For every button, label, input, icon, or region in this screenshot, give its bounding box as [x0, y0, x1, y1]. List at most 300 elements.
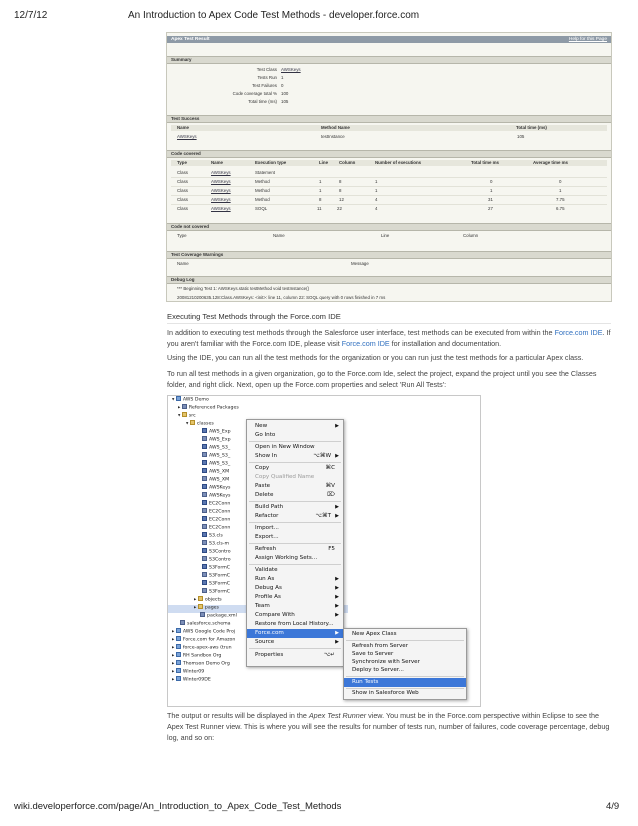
- code-not-covered-columns: [171, 233, 607, 239]
- tree-item-label: Winter09DE: [182, 677, 211, 683]
- folder-icon: [198, 596, 203, 601]
- tree-item-label: S3FormC: [209, 581, 231, 587]
- table-cell: 12: [339, 197, 344, 202]
- xml-file-icon: [200, 612, 205, 617]
- summary-value: 105: [281, 99, 289, 104]
- tree-item[interactable]: [202, 564, 230, 572]
- row-divider: [171, 177, 607, 178]
- caption-divider: [167, 323, 611, 324]
- project-icon: [176, 636, 181, 641]
- tree-item[interactable]: [202, 548, 231, 556]
- table-cell: 4: [375, 197, 378, 202]
- tree-item-label: AWS_Exp: [209, 437, 231, 443]
- menu-item-label: Copy Qualified Name: [255, 474, 315, 480]
- menu-item-label: Go Into: [255, 432, 276, 438]
- class-file-icon: [202, 564, 207, 569]
- tree-item[interactable]: [202, 444, 230, 452]
- print-title: An Introduction to Apex Code Test Methods - developer.force.com: [128, 10, 420, 21]
- menu-item-label: Compare With: [255, 612, 295, 618]
- tree-item[interactable]: [202, 428, 231, 436]
- menu-item-label: Save to Server: [352, 651, 394, 657]
- tree-item[interactable]: [202, 468, 229, 476]
- menu-shortcut: ⌥⌘T: [315, 513, 331, 519]
- menu-separator: [346, 676, 464, 677]
- test-result-title-bar: [167, 36, 611, 43]
- summary-label: Total time (ms): [248, 99, 277, 104]
- apex-test-runner-italic: Apex Test Runner: [308, 711, 367, 720]
- menu-item-label: Restore from Local History...: [255, 621, 334, 627]
- summary-label: Test Class: [256, 67, 277, 72]
- menu-item-refactor[interactable]: [247, 512, 343, 521]
- paragraph-output: [167, 710, 611, 743]
- debug-log-line: 20081210200635.128:Class.AWSKeys: <init>: line 11, column 22: SOQL query with 0 rows finished in 7 ms: [177, 295, 386, 300]
- tree-item-label: EC2Conn: [209, 517, 231, 523]
- column-header: Name: [211, 160, 223, 165]
- page-number: 4/9: [606, 801, 620, 812]
- column-header: Name: [177, 261, 189, 266]
- table-cell-link[interactable]: AWSKeys: [211, 179, 231, 184]
- meta-file-icon: [202, 436, 207, 441]
- submenu-arrow-icon: ▶: [335, 630, 339, 636]
- menu-item-label: Run Tests: [352, 679, 379, 685]
- tree-item[interactable]: [202, 492, 231, 500]
- menu-item-label: Refresh: [255, 546, 277, 552]
- submenu-item-new-apex-class[interactable]: [344, 630, 466, 639]
- table-cell: Method: [255, 188, 270, 193]
- code-covered-heading: Code covered: [167, 150, 611, 158]
- tree-item[interactable]: [202, 508, 230, 516]
- tree-item-label: force-apex-aws (trun: [182, 645, 232, 651]
- table-cell-link[interactable]: AWSKeys: [211, 188, 231, 193]
- table-cell: 27: [488, 206, 493, 211]
- tree-item[interactable]: [202, 580, 230, 588]
- menu-separator: [249, 462, 341, 463]
- tree-item[interactable]: ▸ Referenced Packages: [178, 405, 239, 411]
- menu-item-new[interactable]: [247, 422, 343, 431]
- tree-item[interactable]: [200, 612, 237, 620]
- table-cell-link[interactable]: AWSKeys: [211, 206, 231, 211]
- menu-item-label: Run As: [255, 576, 275, 582]
- tree-item-label: package.xml: [207, 613, 237, 619]
- class-file-icon: [202, 484, 207, 489]
- menu-shortcut: ⌦: [327, 492, 335, 498]
- menu-item-team[interactable]: [247, 602, 343, 611]
- tree-item-label: AWS_S3_: [209, 453, 231, 459]
- table-cell: 0: [490, 179, 493, 184]
- meta-file-icon: [202, 476, 207, 481]
- folder-icon: [190, 420, 195, 425]
- test-success-columns: [171, 125, 607, 131]
- menu-item-source[interactable]: [247, 638, 343, 647]
- table-cell: 105: [517, 134, 525, 139]
- tree-item-label: AWSKeys: [209, 493, 231, 499]
- table-cell: Class: [177, 179, 188, 184]
- table-cell: Class: [177, 170, 188, 175]
- tree-item[interactable]: ▸ force-apex-aws (trun: [172, 645, 232, 651]
- menu-item-label: Import...: [255, 525, 279, 531]
- table-cell: 6.75: [556, 206, 565, 211]
- project-icon: [176, 668, 181, 673]
- menu-separator: [249, 522, 341, 523]
- tree-item[interactable]: ▸ AWS Google Code Proj: [172, 629, 236, 635]
- table-cell: 7.75: [556, 197, 565, 202]
- force-ide-link[interactable]: Force.com IDE: [341, 339, 390, 348]
- meta-file-icon: [202, 572, 207, 577]
- menu-shortcut: ⌘C: [325, 465, 335, 471]
- table-cell: 1: [319, 188, 322, 193]
- tree-item-label: pages: [204, 605, 219, 611]
- menu-item-paste[interactable]: [247, 482, 343, 491]
- summary-label: Tests Run: [257, 75, 277, 80]
- menu-separator: [346, 640, 464, 641]
- project-icon: [176, 396, 181, 401]
- row-divider: [171, 186, 607, 187]
- menu-item-show-in[interactable]: [247, 452, 343, 461]
- print-url: wiki.developerforce.com/page/An_Introduction_to_Apex_Code_Test_Methods: [14, 801, 342, 812]
- menu-item-export[interactable]: [247, 533, 343, 542]
- summary-label: Test Failures: [252, 83, 277, 88]
- column-header: Column: [339, 160, 356, 165]
- table-cell: 4: [375, 206, 378, 211]
- print-date: 12/7/12: [14, 10, 48, 21]
- menu-item-label: Assign Working Sets...: [255, 555, 318, 561]
- paragraph-run-all-tests: To run all test methods in a given organization, go to the Force.com Ide, select the project, expand the project until you see the Classes folder, and right click. Next, open up the Force.com properties and select 'Run All Tests':: [167, 369, 597, 389]
- paragraph-using-ide: Using the IDE, you can run all the test methods for the organization or you can run just the test methods for a particular Apex class.: [167, 353, 584, 362]
- meta-file-icon: [202, 524, 207, 529]
- submenu-arrow-icon: ▶: [335, 423, 339, 429]
- submenu-arrow-icon: ▶: [335, 612, 339, 618]
- menu-item-label: Deploy to Server...: [352, 667, 404, 673]
- summary-label: Code coverage total %: [232, 91, 277, 96]
- column-header: Type: [177, 233, 187, 238]
- tree-item-label: S3FormC: [209, 573, 231, 579]
- table-cell: 1: [375, 188, 378, 193]
- summary-heading: Summary: [167, 56, 611, 64]
- tree-item[interactable]: ▸ Thomson Demo Org: [172, 661, 230, 667]
- menu-item-label: Export...: [255, 534, 279, 540]
- menu-item-label: Copy: [255, 465, 270, 471]
- tree-item-label: S3FormC: [209, 565, 231, 571]
- column-header: Average time ms: [533, 160, 568, 165]
- menu-item-label: Profile As: [255, 594, 281, 600]
- column-header: Total time ms: [471, 160, 499, 165]
- row-divider: [171, 195, 607, 196]
- tree-item-label: salesforce.schema: [187, 621, 231, 627]
- table-cell: Method: [255, 179, 270, 184]
- schema-file-icon: [180, 620, 185, 625]
- tree-item[interactable]: ▸ Winter09: [172, 669, 205, 675]
- tree-item-label: classes: [196, 421, 214, 427]
- menu-item-profile-as[interactable]: [247, 593, 343, 602]
- column-header: Line: [381, 233, 390, 238]
- tree-item-label: Force.com for Amazon: [182, 637, 236, 643]
- tree-item-label: S3.cls: [209, 533, 223, 539]
- tree-item-label: AWS_S3_: [209, 445, 231, 451]
- help-link[interactable]: Help for this Page: [568, 37, 607, 42]
- class-file-icon: [202, 428, 207, 433]
- project-icon: [176, 652, 181, 657]
- meta-file-icon: [202, 508, 207, 513]
- tree-item-label: Thomson Demo Org: [182, 661, 230, 667]
- tree-item[interactable]: [202, 588, 230, 596]
- column-header: Method Name: [321, 125, 350, 130]
- tree-item[interactable]: ▸ RH Sandbox Org: [172, 653, 222, 659]
- tree-item[interactable]: [202, 460, 230, 468]
- menu-item-label: Refresh from Server: [352, 643, 409, 649]
- coverage-warnings-columns: [171, 261, 607, 267]
- coverage-warnings-heading: Test Coverage Warnings: [167, 251, 611, 259]
- menu-item-label: Source: [255, 639, 275, 645]
- tree-item-label: S3FormC: [209, 589, 231, 595]
- menu-item-label: Team: [255, 603, 270, 609]
- tree-item[interactable]: [202, 452, 230, 460]
- table-cell: 11: [317, 206, 322, 211]
- text-span: . If you aren't familiar with the Force.com IDE, please visit: [167, 328, 611, 348]
- force-ide-link[interactable]: Force.com IDE: [554, 328, 603, 337]
- tree-item-label: S3Contro: [209, 549, 231, 555]
- menu-item-label: Properties: [255, 652, 284, 658]
- menu-shortcut: F5: [328, 546, 335, 552]
- menu-item-go-into[interactable]: [247, 431, 343, 440]
- class-file-icon: [202, 580, 207, 585]
- class-file-icon: [202, 444, 207, 449]
- menu-item-label: New Apex Class: [352, 631, 397, 637]
- table-cell: Class: [177, 188, 188, 193]
- summary-value-link[interactable]: AWSKeys: [281, 67, 301, 72]
- menu-item-properties[interactable]: [247, 651, 343, 660]
- table-cell: Method: [255, 197, 270, 202]
- class-file-icon: [202, 460, 207, 465]
- column-header: Line: [319, 160, 329, 165]
- meta-file-icon: [202, 588, 207, 593]
- tree-item[interactable]: [202, 516, 230, 524]
- folder-icon: [198, 604, 203, 609]
- row-divider: [171, 204, 607, 205]
- text-span: view. You must be in the Force.com perspective within Eclipse to see the Apex Test Runner view. This is where you will see the results for number of tests run, number of failures, code coverage percentage, debug log, and so on:: [167, 711, 610, 742]
- menu-item-label: Debug As: [255, 585, 282, 591]
- column-header: Type: [177, 160, 187, 165]
- project-icon: [176, 644, 181, 649]
- tree-item-label: Referenced Packages: [188, 405, 239, 411]
- tree-item-label: AWSKeys: [209, 485, 231, 491]
- menu-separator: [249, 543, 341, 544]
- submenu-arrow-icon: ▶: [335, 513, 339, 519]
- submenu-arrow-icon: ▶: [335, 639, 339, 645]
- tree-item-label: objects: [204, 597, 222, 603]
- menu-shortcut: ⌘V: [325, 483, 335, 489]
- eclipse-ide-screenshot: [167, 395, 481, 707]
- tree-item[interactable]: [202, 476, 229, 484]
- class-file-icon: [202, 548, 207, 553]
- menu-item-label: Delete: [255, 492, 274, 498]
- menu-item-label: Show in Salesforce Web: [352, 690, 419, 696]
- tree-item-label: AWS_Exp: [209, 429, 231, 435]
- debug-log-line: *** Beginning Test 1: AWSKeys.static testMethod void testInstance(): [177, 286, 310, 291]
- menu-item-compare-with[interactable]: [247, 611, 343, 620]
- class-file-icon: [202, 500, 207, 505]
- menu-separator: [249, 564, 341, 565]
- table-cell-link[interactable]: AWSKeys: [211, 197, 231, 202]
- text-span: In addition to executing test methods through the Salesforce user interface, test methods can be executed from within the: [167, 328, 555, 337]
- tree-item-label: S3Contro: [209, 557, 231, 563]
- tree-item-label: AWS_XM: [209, 469, 230, 475]
- text-span: for installation and documentation.: [389, 339, 502, 348]
- table-cell: Class: [177, 206, 188, 211]
- table-cell: 8: [319, 197, 322, 202]
- section-caption: Executing Test Methods through the Force.com IDE: [167, 312, 341, 321]
- submenu-item-deploy[interactable]: [344, 666, 466, 675]
- text-span: The output or results will be displayed in the: [167, 711, 309, 720]
- submenu-arrow-icon: ▶: [335, 603, 339, 609]
- menu-item-build-path[interactable]: [247, 503, 343, 512]
- tree-item[interactable]: [202, 532, 223, 540]
- menu-item-label: Force.com: [255, 630, 284, 636]
- summary-value: 100: [281, 91, 289, 96]
- menu-item-assign-working-sets[interactable]: [247, 554, 343, 563]
- column-header: Name: [177, 125, 189, 130]
- tree-item-label: AWS Google Code Proj: [182, 629, 236, 635]
- tree-item-label: src: [188, 413, 196, 419]
- submenu-arrow-icon: ▶: [335, 585, 339, 591]
- menu-item-force-com[interactable]: [247, 629, 343, 638]
- tree-item[interactable]: [180, 620, 231, 628]
- tree-item-label: AWS_S3_: [209, 461, 231, 467]
- tree-item[interactable]: [202, 500, 230, 508]
- tree-item[interactable]: ▸ Force.com for Amazon: [172, 637, 236, 643]
- column-header: Column: [463, 233, 479, 238]
- table-cell: 1: [319, 179, 322, 184]
- project-icon: [176, 660, 181, 665]
- code-covered-columns: [171, 160, 607, 166]
- tree-item-label: EC2Conn: [209, 525, 231, 531]
- menu-item-run-as[interactable]: [247, 575, 343, 584]
- table-cell: 1: [375, 179, 378, 184]
- menu-item-copy-qualified-name: [247, 473, 343, 482]
- menu-item-label: Synchronize with Server: [352, 659, 420, 665]
- tree-item-label: Winter09: [182, 669, 205, 675]
- table-cell: 1: [559, 188, 562, 193]
- meta-file-icon: [202, 556, 207, 561]
- table-cell: Statement: [255, 170, 276, 175]
- submenu-arrow-icon: ▶: [335, 576, 339, 582]
- submenu-item-show-in-web[interactable]: [344, 689, 466, 698]
- tree-item[interactable]: ▾ classes: [186, 421, 214, 427]
- table-cell: 22: [337, 206, 342, 211]
- menu-separator: [249, 501, 341, 502]
- summary-value: 0: [281, 83, 284, 88]
- table-cell: 1: [490, 188, 493, 193]
- submenu-item-run-tests[interactable]: [344, 678, 466, 687]
- summary-value: 1: [281, 75, 284, 80]
- library-icon: [182, 404, 187, 409]
- project-icon: [176, 628, 181, 633]
- tree-item[interactable]: ▾ src: [178, 413, 196, 419]
- menu-item-label: Build Path: [255, 504, 284, 510]
- meta-file-icon: [202, 492, 207, 497]
- table-cell: 8: [339, 188, 342, 193]
- menu-separator: [249, 648, 341, 649]
- tree-item[interactable]: [202, 484, 231, 492]
- tree-item-label: EC2Conn: [209, 509, 231, 515]
- menu-item-refresh[interactable]: [247, 545, 343, 554]
- column-header: Message: [351, 261, 369, 266]
- menu-item-import[interactable]: [247, 524, 343, 533]
- menu-item-label: Open in New Window: [255, 444, 315, 450]
- menu-item-open-in-new-window[interactable]: [247, 443, 343, 452]
- class-file-icon: [202, 516, 207, 521]
- tree-item[interactable]: [202, 572, 230, 580]
- submenu-arrow-icon: ▶: [335, 594, 339, 600]
- menu-shortcut: ⌥↵: [323, 652, 335, 658]
- table-cell: SOQL: [255, 206, 268, 211]
- tree-item-label: AWS_XM: [209, 477, 230, 483]
- menu-item-copy[interactable]: [247, 464, 343, 473]
- test-success-heading: Test Success: [167, 115, 611, 123]
- code-not-covered-heading: Code not covered: [167, 223, 611, 231]
- menu-item-label: New: [255, 423, 268, 429]
- class-file-icon: [202, 468, 207, 473]
- tree-item[interactable]: ▸ objects: [194, 597, 222, 603]
- table-cell: 0: [559, 179, 562, 184]
- context-menu: [246, 419, 344, 667]
- paragraph-ide-intro: [167, 327, 611, 349]
- menu-item-label: Show In: [255, 453, 278, 459]
- tree-item[interactable]: [202, 436, 231, 444]
- tree-item[interactable]: ▾ AWS Demo: [172, 397, 209, 403]
- table-cell-link[interactable]: AWSKeys: [211, 170, 231, 175]
- tree-item-label: AWS Demo: [182, 397, 209, 403]
- column-header: Number of executions: [375, 160, 422, 165]
- menu-item-restore-local-history[interactable]: [247, 620, 343, 629]
- test-result-title: Apex Test Result: [171, 37, 210, 42]
- menu-item-delete[interactable]: [247, 491, 343, 500]
- menu-item-validate[interactable]: [247, 566, 343, 575]
- tree-item[interactable]: [202, 540, 229, 548]
- folder-icon: [182, 412, 187, 417]
- class-file-icon: [202, 532, 207, 537]
- meta-file-icon: [202, 540, 207, 545]
- apex-test-result-screenshot: [166, 32, 612, 302]
- menu-item-label: Refactor: [255, 513, 279, 519]
- table-cell: 31: [488, 197, 493, 202]
- submenu-arrow-icon: ▶: [335, 453, 339, 459]
- table-cell-link[interactable]: AWSKeys: [177, 134, 197, 139]
- menu-item-debug-as[interactable]: [247, 584, 343, 593]
- column-header: Name: [273, 233, 285, 238]
- tree-item-label: S3.cls-m: [209, 541, 230, 547]
- tree-item-label: EC2Conn: [209, 501, 231, 507]
- tree-item[interactable]: ▸ Winter09DE: [172, 677, 211, 683]
- tree-item[interactable]: ▸ pages: [194, 605, 219, 611]
- table-cell: testInstance: [321, 134, 345, 139]
- column-header: Execution type: [255, 160, 287, 165]
- debug-log-heading: Debug Log: [167, 276, 611, 284]
- menu-item-label: Paste: [255, 483, 271, 489]
- menu-item-label: Validate: [255, 567, 278, 573]
- column-header: Total time (ms): [516, 125, 547, 130]
- tree-item-label: RH Sandbox Org: [182, 653, 222, 659]
- tree-item[interactable]: [202, 524, 230, 532]
- tree-item[interactable]: [202, 556, 231, 564]
- project-icon: [176, 676, 181, 681]
- menu-separator: [249, 441, 341, 442]
- force-com-submenu: [343, 628, 467, 700]
- table-cell: Class: [177, 197, 188, 202]
- menu-shortcut: ⌥⌘W: [313, 453, 331, 459]
- submenu-arrow-icon: ▶: [335, 504, 339, 510]
- meta-file-icon: [202, 452, 207, 457]
- table-cell: 8: [339, 179, 342, 184]
